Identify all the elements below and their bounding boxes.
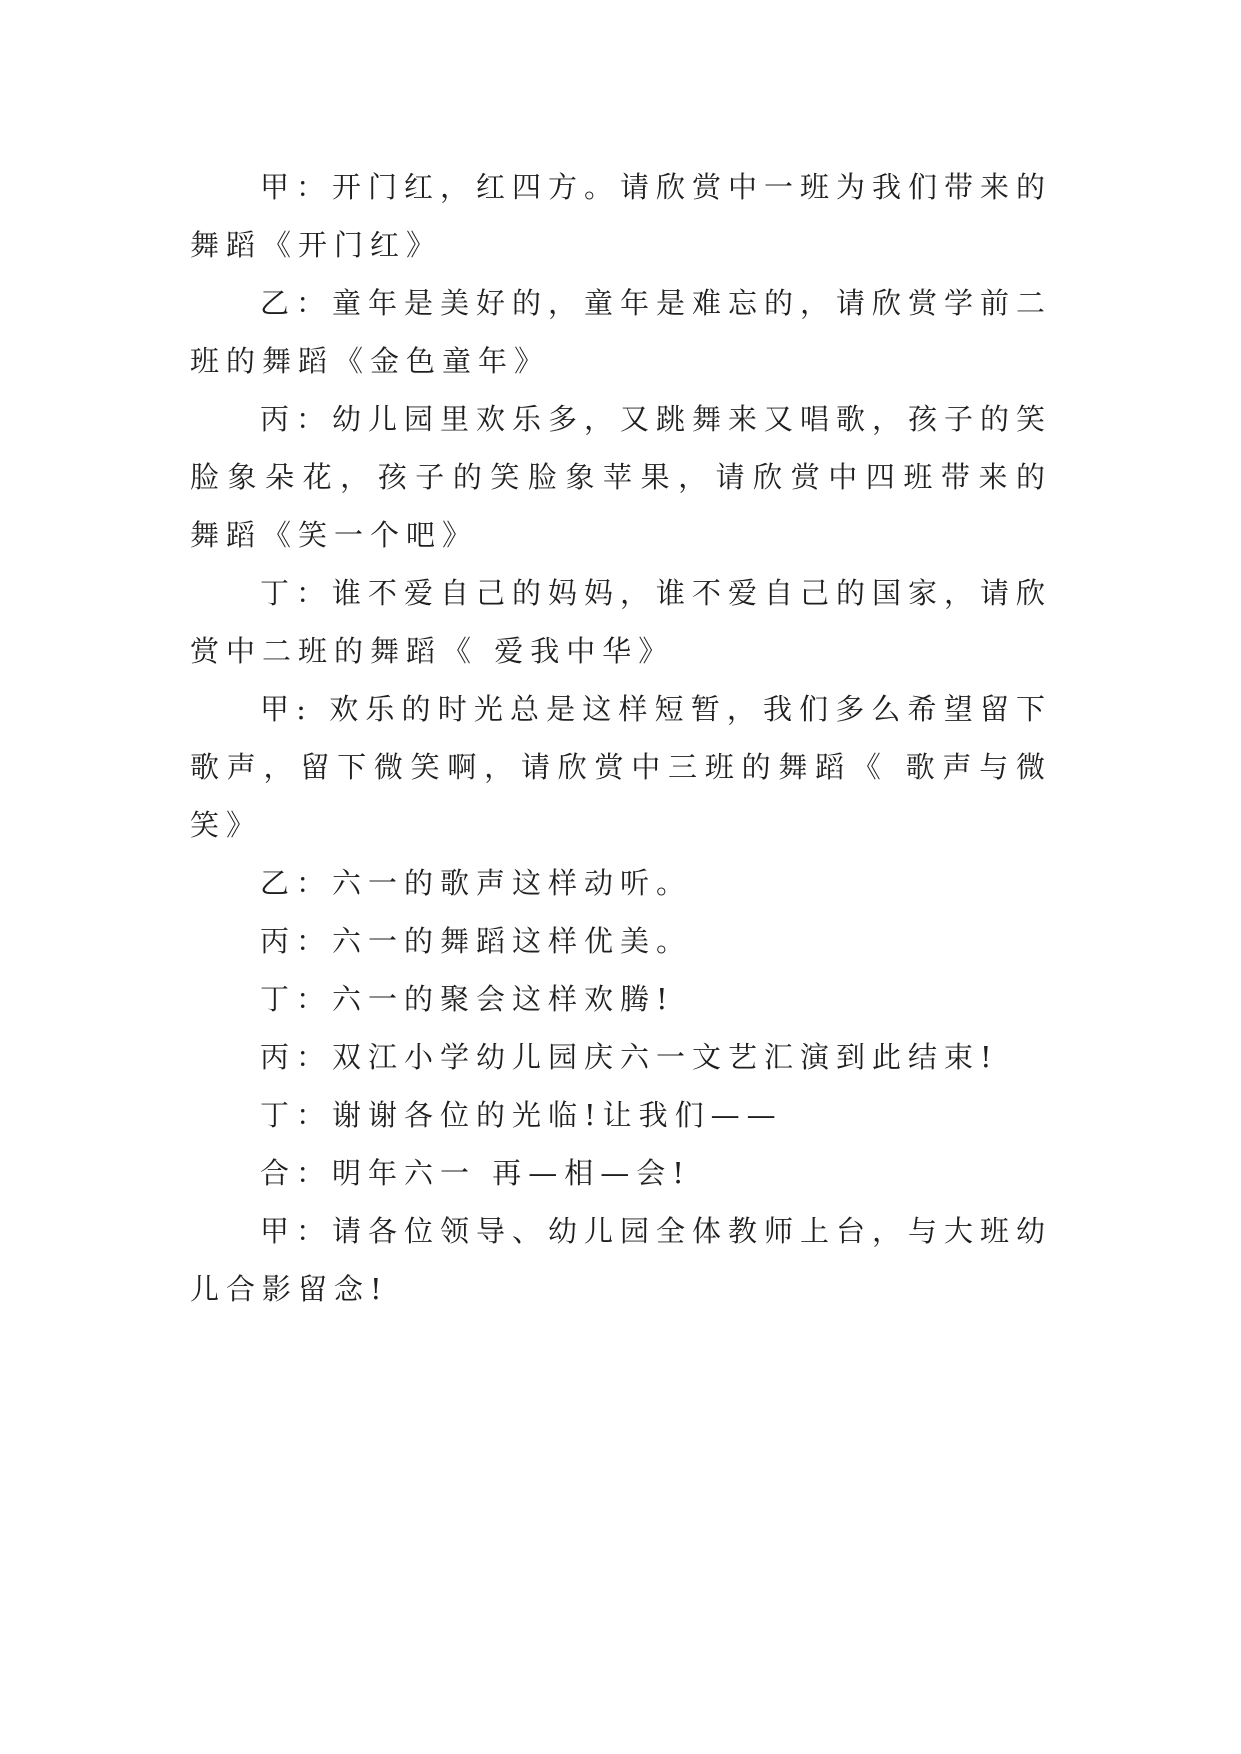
paragraph-ding-gathering: 丁：六一的聚会这样欢腾! bbox=[260, 982, 675, 1016]
paragraph-bing-dance: 丙：六一的舞蹈这样优美。 bbox=[260, 924, 693, 958]
paragraph-bing-closing: 丙：双江小学幼儿园庆六一文艺汇演到此结束! bbox=[260, 1040, 999, 1074]
paragraph-jia-song-smile: 甲: 欢乐的时光总是这样短暂，我们多么希望留下歌声，留下微笑啊，请欣赏中三班的舞蹈《 歌声与微笑》 bbox=[190, 692, 1052, 842]
paragraph-he-farewell: 合：明年六一 再—相—会! bbox=[260, 1156, 691, 1190]
paragraph-yi-childhood: 乙：童年是美好的，童年是难忘的，请欣赏学前二班的舞蹈《金色童年》 bbox=[190, 286, 1053, 378]
paragraph-ding-thanks: 丁：谢谢各位的光临!让我们—— bbox=[260, 1098, 783, 1132]
paragraph-ding-china: 丁：谁不爱自己的妈妈，谁不爱自己的国家，请欣赏中二班的舞蹈《 爱我中华》 bbox=[190, 576, 1053, 668]
paragraph-bing-smile: 丙：幼儿园里欢乐多，又跳舞来又唱歌，孩子的笑脸象朵花，孩子的笑脸象苹果，请欣赏中四班带来的舞蹈《笑一个吧》 bbox=[190, 402, 1053, 552]
paragraph-opening-jia: 甲：开门红，红四方。请欣赏中一班为我们带来的舞蹈《开门红》 bbox=[190, 170, 1053, 262]
paragraph-yi-song: 乙：六一的歌声这样动听。 bbox=[260, 866, 693, 900]
paragraph-jia-photo: 甲：请各位领导、幼儿园全体教师上台，与大班幼儿合影留念! bbox=[190, 1214, 1053, 1306]
document-body bbox=[190, 158, 1052, 1318]
